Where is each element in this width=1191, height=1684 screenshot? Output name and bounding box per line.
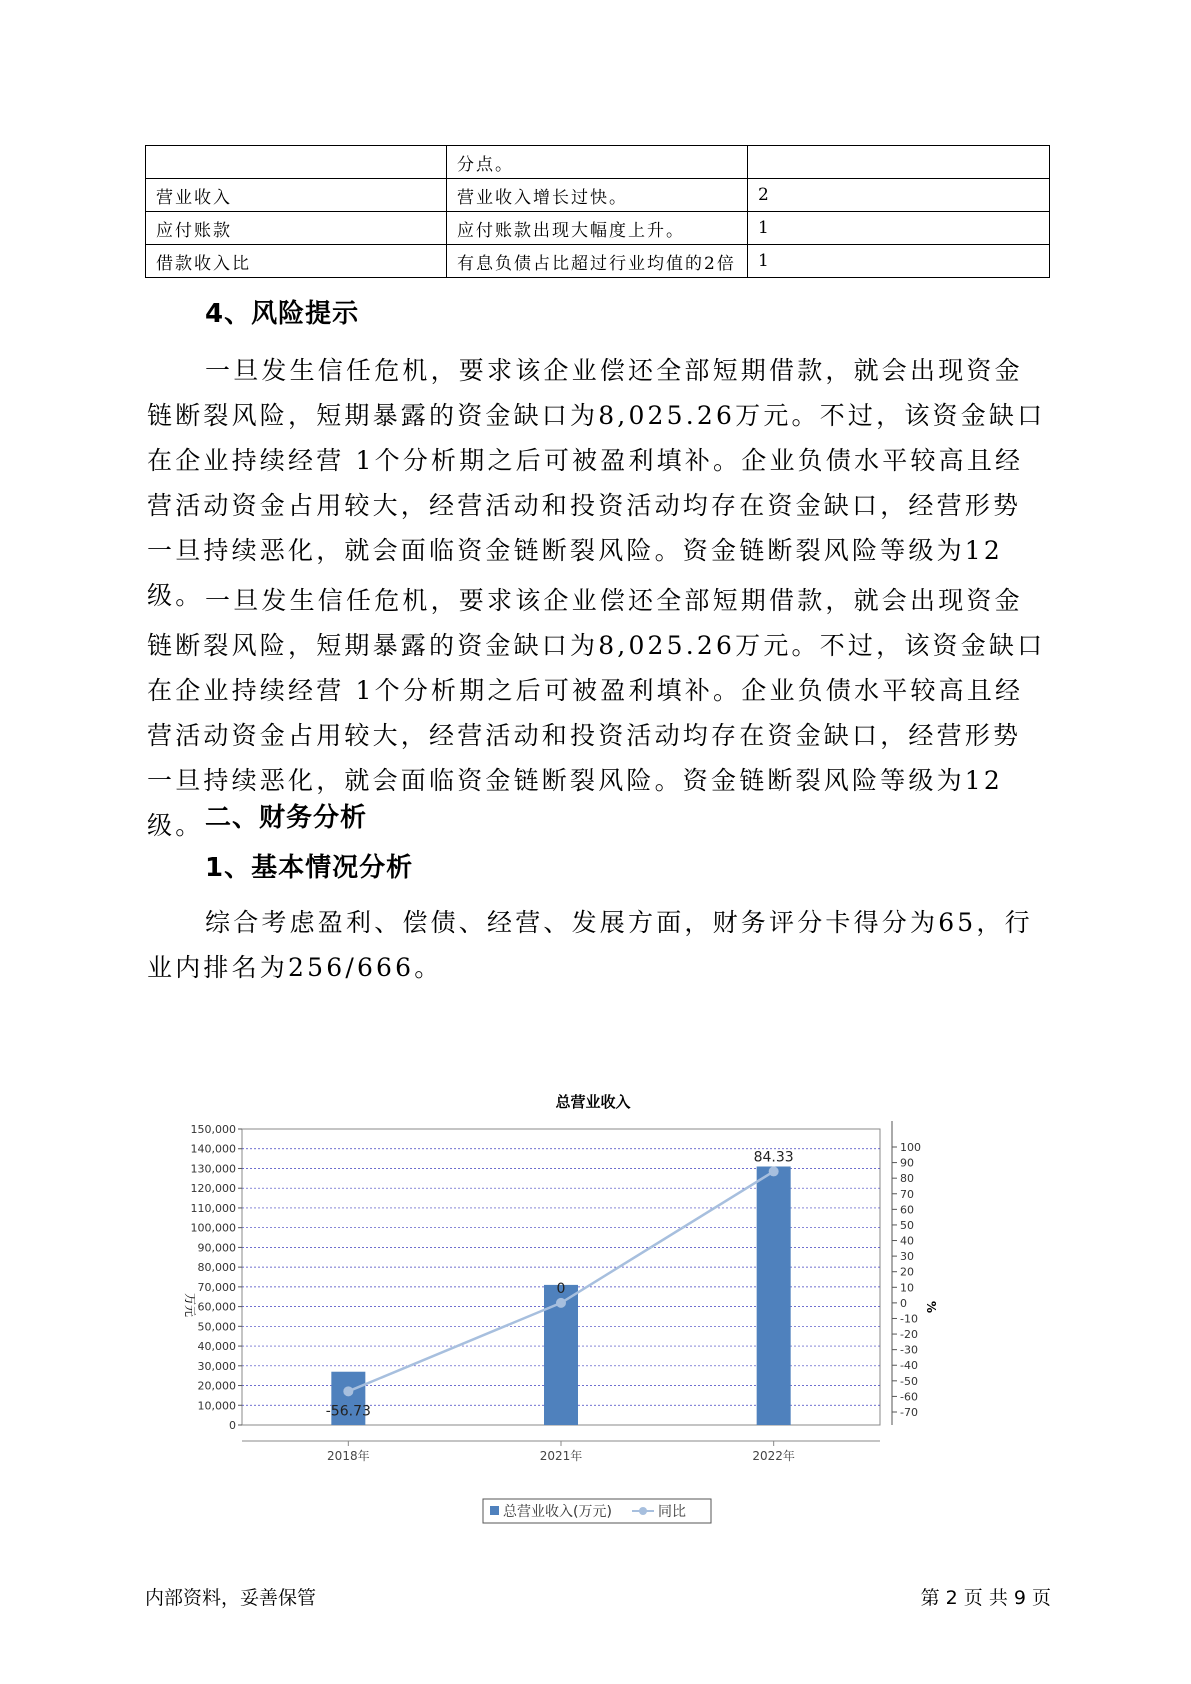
table-cell: 1 [748,212,1050,245]
table-cell: 1 [748,245,1050,278]
y2-tick-label: 70 [900,1187,914,1201]
table-row [146,146,1050,179]
y-tick-label: 20,000 [197,1379,236,1393]
risk-paragraph-2: 一旦发生信任危机，要求该企业偿还全部短期借款，就会出现资金链断裂风险，短期暴露的资金缺口为8,025.26万元。不过，该资金缺口在企业持续经营 1个分析期之后可被盈利填补。企业负债水平较高且经营活动资金占用较大，经营活动和投资活动均存在资金缺口，经营形势一旦持续恶化，就会面临资金链断裂风险。资金链断裂风险等级为12级。 [147,586,1046,840]
revenue-chart [170,1085,1010,1545]
y2-tick-label: -60 [900,1390,918,1404]
y2-tick-label: -40 [900,1359,918,1373]
y2-tick-label: 60 [900,1203,914,1217]
x-tick-label: 2021年 [539,1449,583,1463]
y2-tick-label: -20 [900,1328,918,1342]
y-tick-label: 110,000 [190,1201,236,1215]
finance-paragraph: 综合考虑盈利、偿债、经营、发展方面，财务评分卡得分为65，行业内排名为256/666。 [147,908,1033,982]
table-row [146,212,1050,245]
y2-tick-label: 20 [900,1265,914,1279]
yoy-data-label: 84.33 [753,1149,794,1166]
x-tick-label: 2018年 [327,1449,370,1463]
table-cell [748,146,1050,179]
table-cell: 营业收入增长过快。 [447,179,748,212]
risk-table [145,145,1050,278]
table-row [146,245,1050,278]
chart-legend [483,1499,711,1523]
footer-confidential: 内部资料，妥善保管 [145,1587,317,1609]
y-axis-label: 万元 [183,1292,197,1318]
yoy-point [769,1166,779,1176]
y-tick-label: 70,000 [197,1280,236,1294]
legend-line-label: 同比 [658,1504,686,1520]
section-heading-finance: 二、财务分析 [205,803,368,833]
bar-2022年 [757,1166,791,1425]
y-tick-label: 120,000 [190,1182,236,1196]
revenue-chart-svg [170,1085,1010,1545]
y-tick-label: 40,000 [197,1340,236,1354]
table-cell: 借款收入比 [146,245,447,278]
table-cell: 有息负债占比超过行业均值的2倍 [447,245,748,278]
table-cell [146,146,447,179]
y2-axis-label: % [924,1300,938,1314]
y2-tick-label: -30 [900,1343,918,1357]
y2-tick-label: 100 [900,1141,921,1154]
y-tick-label: 100,000 [190,1221,236,1235]
y-tick-label: 90,000 [197,1241,236,1255]
y-tick-label: 60,000 [197,1300,236,1314]
y2-tick-label: 80 [900,1172,914,1186]
yoy-data-label: 0 [556,1280,566,1297]
table-cell: 分点。 [447,146,748,179]
table-row [146,179,1050,212]
y2-tick-label: -50 [900,1374,918,1388]
y2-tick-label: 0 [900,1296,907,1310]
risk-paragraph-1: 一旦发生信任危机，要求该企业偿还全部短期借款，就会出现资金链断裂风险，短期暴露的资金缺口为8,025.26万元。不过，该资金缺口在企业持续经营 1个分析期之后可被盈利填补。企业负债水平较高且经营活动资金占用较大，经营活动和投资活动均存在资金缺口，经营形势一旦持续恶化，就会面临资金链断裂风险。资金链断裂风险等级为12级。 [147,356,1046,610]
footer-page-number: 第 2 页 共 9 页 [920,1587,1051,1609]
y-tick-label: 140,000 [190,1142,236,1156]
table-cell: 营业收入 [146,179,447,212]
legend-bar-label: 总营业收入(万元) [503,1504,612,1520]
table-cell: 应付账款 [146,212,447,245]
y-tick-label: 0 [229,1419,236,1432]
y-tick-label: 50,000 [197,1320,236,1334]
risk-table-body [146,146,1050,278]
yoy-data-label: -56.73 [325,1403,371,1420]
table-cell: 应付账款出现大幅度上升。 [447,212,748,245]
y2-tick-label: 90 [900,1156,914,1170]
table-cell: 2 [748,179,1050,212]
y2-tick-label: -10 [900,1312,918,1326]
x-tick-label: 2022年 [752,1449,795,1463]
yoy-point [556,1298,566,1308]
y2-tick-label: 30 [900,1250,914,1264]
y-tick-label: 80,000 [197,1261,236,1275]
y-tick-label: 130,000 [190,1162,236,1176]
y-tick-label: 150,000 [190,1123,236,1136]
sub-heading-basic-analysis: 1、基本情况分析 [205,853,414,883]
yoy-point [343,1386,353,1396]
y2-tick-label: 50 [900,1218,914,1232]
y-tick-label: 30,000 [197,1359,236,1373]
legend-line-marker [639,1507,647,1515]
y2-tick-label: 10 [900,1281,914,1295]
y-tick-label: 10,000 [197,1399,236,1413]
legend-bar-swatch [490,1506,499,1515]
chart-title: 总营业收入 [555,1093,631,1111]
section-heading-risk: 4、风险提示 [205,299,360,329]
y2-tick-label: -70 [900,1406,918,1419]
y2-tick-label: 40 [900,1234,914,1248]
